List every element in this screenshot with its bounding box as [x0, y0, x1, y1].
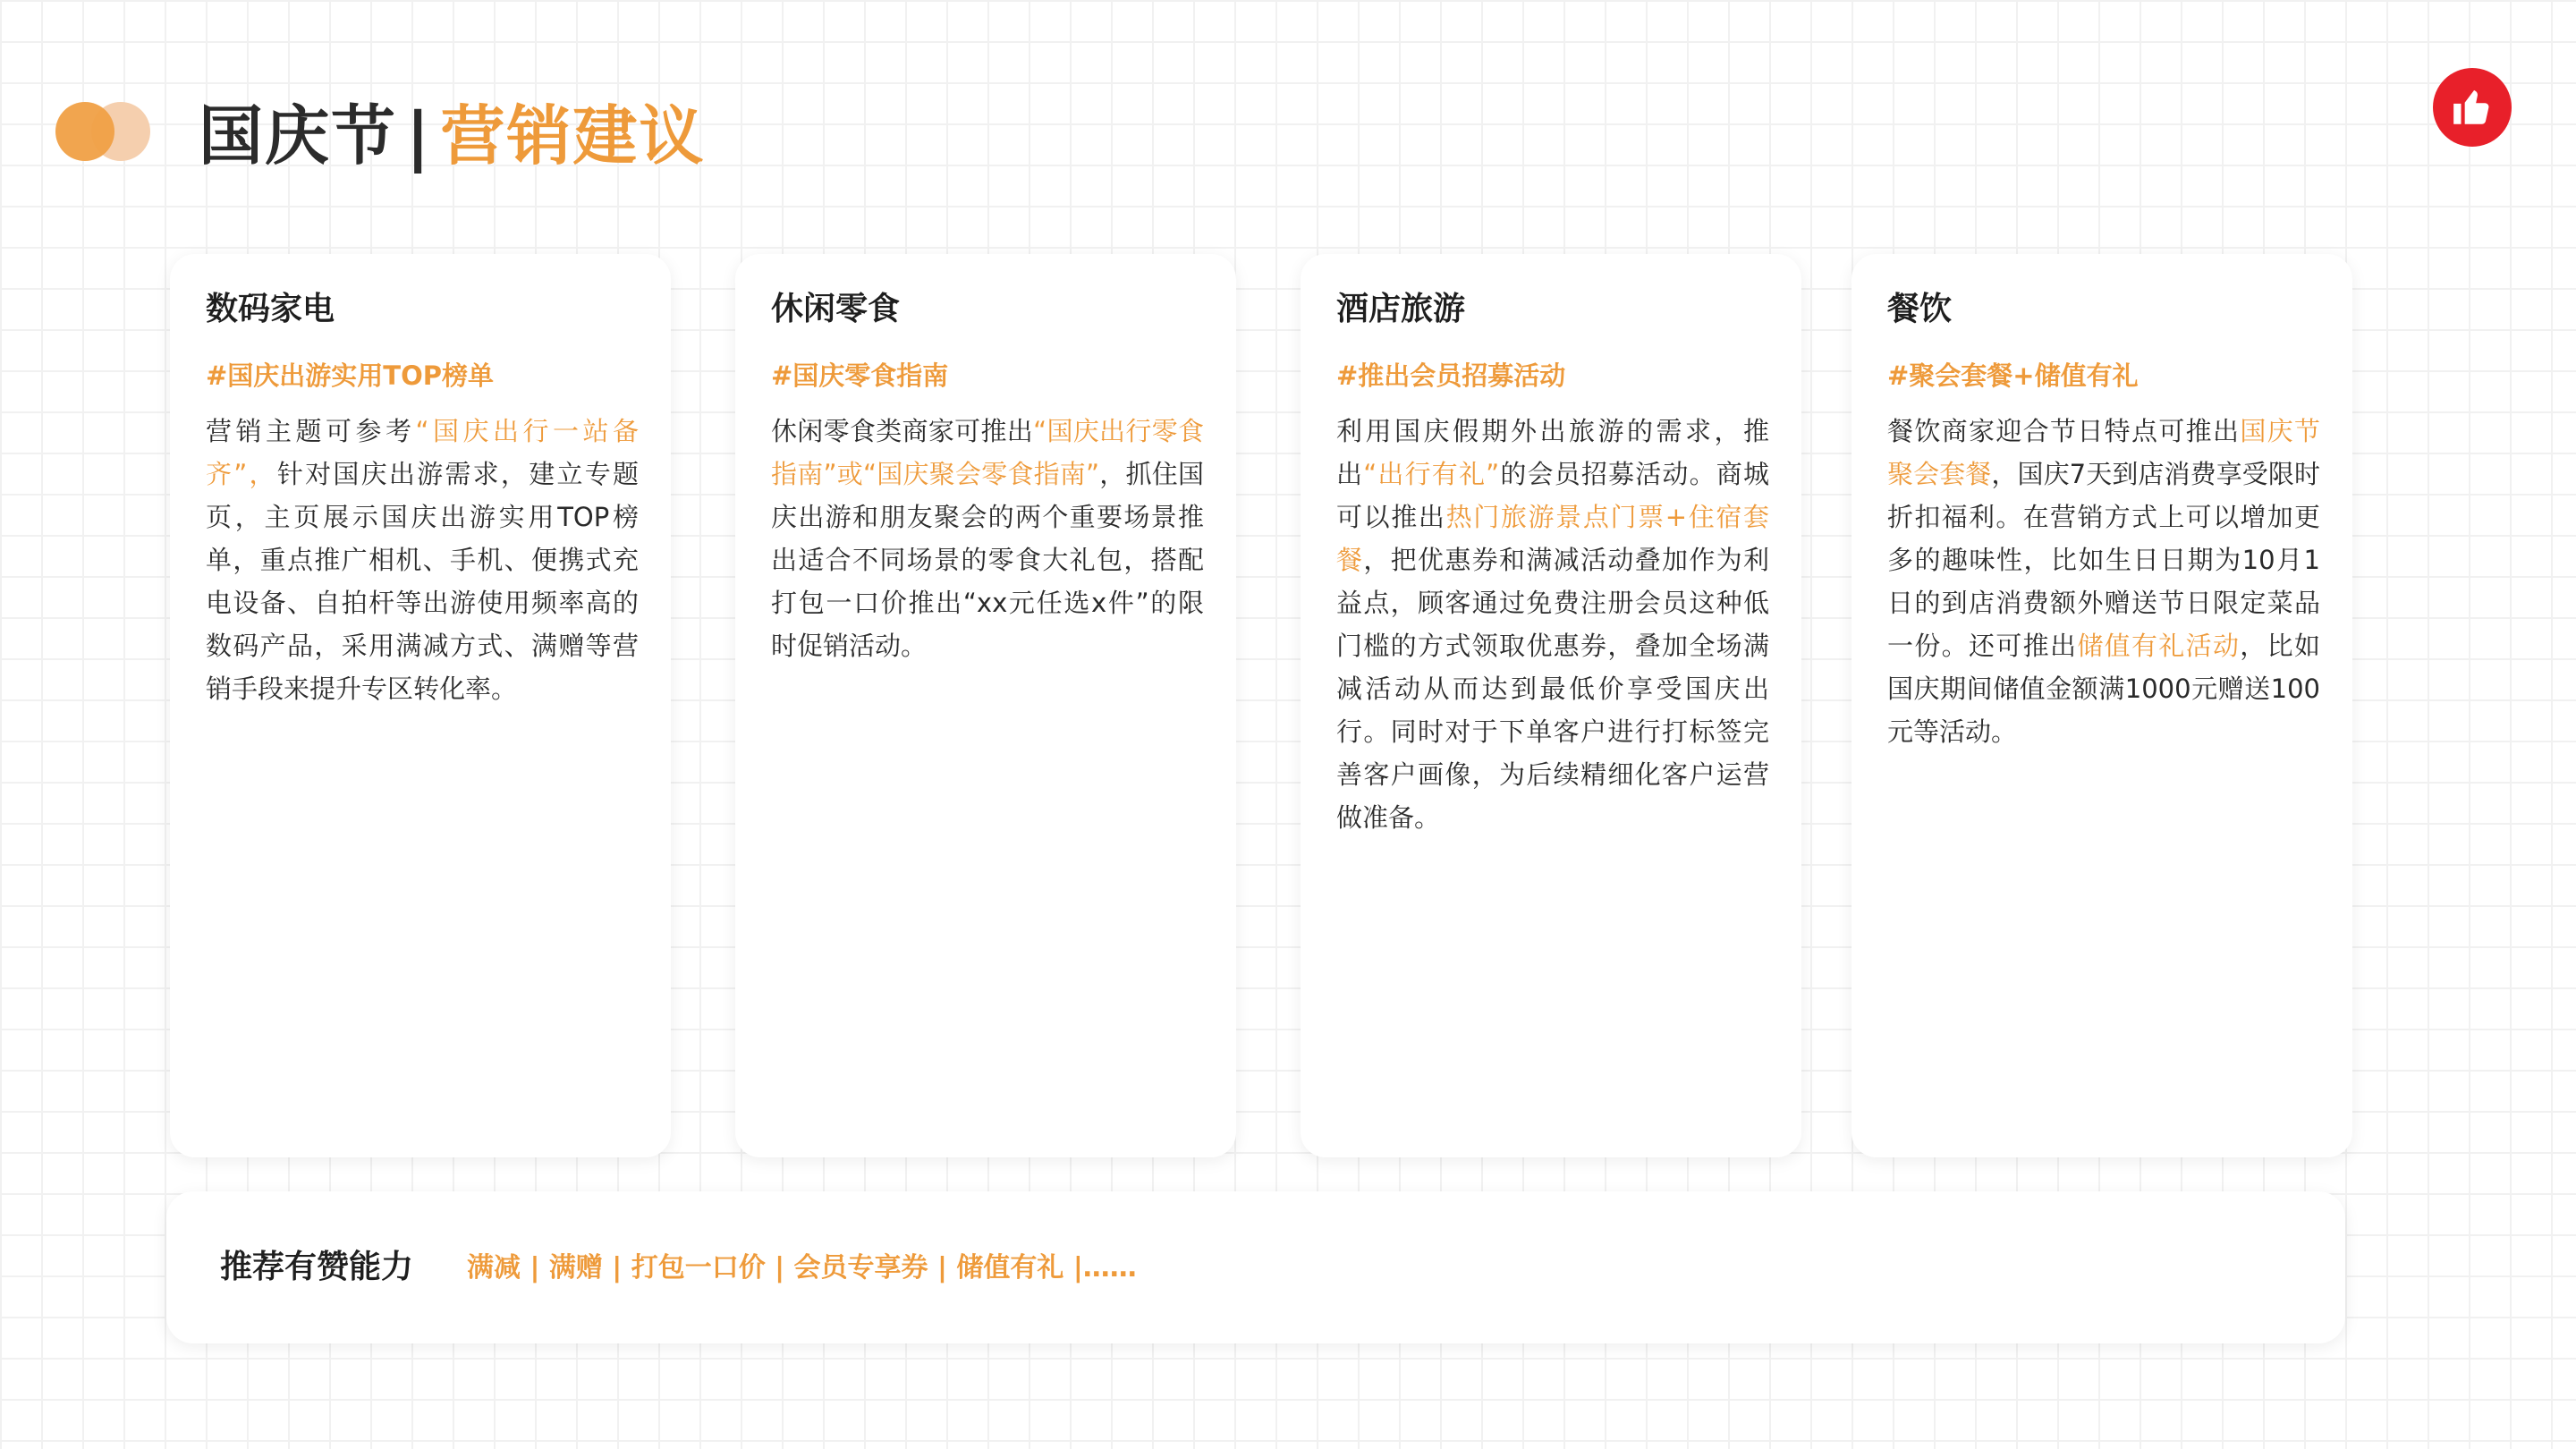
recommended-capabilities-bar [166, 1191, 2345, 1343]
card-title: 休闲零食 [771, 291, 901, 327]
card-hashtag: #聚会套餐+储值有礼 [1887, 360, 2139, 391]
card-leisure-snacks [735, 254, 1236, 1157]
thumbs-up-badge [2433, 68, 2512, 147]
card-hotel-travel [1301, 254, 1801, 1157]
card-body-text: 利用国庆假期外出旅游的需求，推出 [1336, 416, 1769, 489]
card-body-highlight: 热门旅游景点门票+住宿套餐 [1336, 502, 1769, 575]
header-logo-dots [55, 102, 154, 161]
card-body-text: 的会员招募活动。商城可以推出 [1336, 459, 1769, 532]
card-body [771, 410, 1204, 667]
card-body-highlight: “国庆出行零食指南”或“国庆聚会零食指南” [771, 416, 1204, 489]
card-body-text: ，比如国庆期间储值金额满1000元赠送100元等活动。 [1887, 631, 2320, 747]
card-hashtag: #国庆零食指南 [771, 360, 949, 391]
card-body-text: 针对国庆出游需求，建立专题页，主页展示国庆出游实用TOP榜单，重点推广相机、手机、便携式充电设备、自拍杆等出游使用频率高的数码产品，采用满减方式、满赠等营销手段来提升专区转化率。 [206, 459, 639, 704]
thumbs-up-icon [2450, 85, 2495, 130]
page-title-separator: | [406, 98, 432, 174]
card-digital-appliances [170, 254, 671, 1157]
card-body-highlight: 国庆节聚会套餐 [1887, 416, 2320, 489]
card-body-text: 餐饮商家迎合节日特点可推出 [1887, 416, 2241, 446]
card-body [206, 410, 639, 710]
card-body [1336, 410, 1769, 839]
card-body [1887, 410, 2320, 753]
page-title-accent: 营销建议 [440, 98, 706, 174]
card-body-highlight: “出行有礼” [1363, 459, 1500, 489]
recommended-capabilities-list: 满减 | 满赠 | 打包一口价 | 会员专享券 | 储值有礼 |…… [467, 1252, 1137, 1284]
card-body-text: ，国庆7天到店消费享受限时折扣福利。在营销方式上可以增加更多的趣味性，比如生日日期为10月1日的到店消费额外赠送节日限定菜品一份。还可推出 [1887, 459, 2320, 661]
card-body-text: 营销主题可参考 [206, 416, 416, 446]
card-hashtag: #推出会员招募活动 [1336, 360, 1566, 391]
card-title: 餐饮 [1887, 291, 1953, 327]
card-body-highlight: “国庆出行一站备齐”， [206, 416, 639, 489]
card-body-text: 休闲零食类商家可推出 [771, 416, 1034, 446]
card-title: 数码家电 [206, 291, 335, 327]
recommended-capabilities-label: 推荐有赞能力 [220, 1249, 414, 1285]
card-catering [1852, 254, 2352, 1157]
page-title [199, 93, 705, 179]
card-body-text: ，抓住国庆出游和朋友聚会的两个重要场景推出适合不同场景的零食大礼包，搭配打包一口价推出“xx元任选x件”的限时促销活动。 [771, 459, 1204, 661]
logo-dot-orange [55, 102, 114, 161]
card-body-text: ，把优惠券和满减活动叠加作为利益点，顾客通过免费注册会员这种低门槛的方式领取优惠券，叠加全场满减活动从而达到最低价享受国庆出行。同时对于下单客户进行打标签完善客户画像，为后续精细化客户运营做准备。 [1336, 545, 1769, 833]
card-hashtag: #国庆出游实用TOP榜单 [206, 360, 494, 391]
card-body-highlight: 储值有礼活动 [2077, 631, 2241, 661]
page-title-main: 国庆节 [199, 98, 398, 174]
card-title: 酒店旅游 [1336, 291, 1466, 327]
